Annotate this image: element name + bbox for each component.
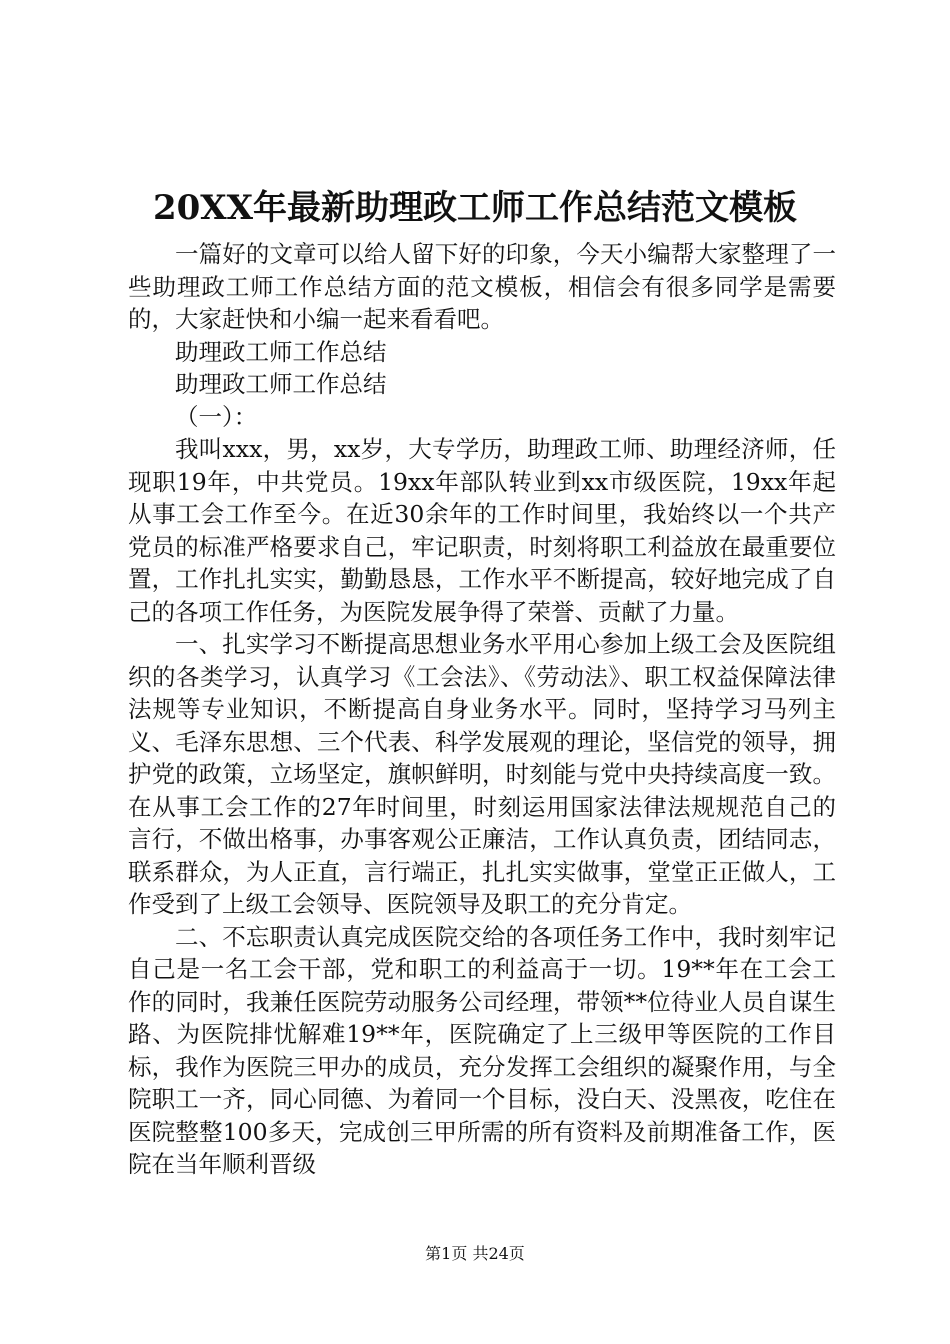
body-paragraph: 我叫xxx，男，xx岁，大专学历，助理政工师、助理经济师，任现职19年，中共党员。19xx年部队转业到xx市级医院，19xx年起从事工会工作至今。在近30余年的工作时间里，我始终以一个共产党员的标准严格要求自己，牢记职责，时刻将职工利益放在最重要位置，工作扎扎实实，勤勤恳恳，工作水平不断提高，较好地完成了自己的各项工作任务，为医院发展争得了荣誉、贡献了力量。 [128, 435, 836, 626]
subheading-paragraph: 助理政工师工作总结 [175, 370, 387, 398]
document-title: 20XX年最新助理政工师工作总结范文模板 [152, 188, 798, 228]
body-paragraph: 二、不忘职责认真完成医院交给的各项任务工作中，我时刻牢记自己是一名工会干部，党和职工的利益高于一切。19**年在工会工作的同时，我兼任医院劳动服务公司经理，带领**位待业人员自谋生路、为医院排忧解难19**年，医院确定了上三级甲等医院的工作目标，我作为医院三甲办的成员，充分发挥工会组织的凝聚作用，与全院职工一齐，同心同德、为着同一个目标，没白天、没黑夜，吃住在医院整整100多天，完成创三甲所需的所有资料及前期准备工作，医院在当年顺利晋级 [128, 922, 836, 1178]
document-body [128, 238, 836, 1181]
subheading-paragraph: 助理政工师工作总结 [175, 337, 387, 366]
intro-paragraph: 一篇好的文章可以给人留下好的印象，今天小编帮大家整理了一些助理政工师工作总结方面的范文模板，相信会有很多同学是需要的，大家赶快和小编一起来看看吧。 [128, 240, 836, 333]
section-marker-paragraph: （一）： [175, 402, 258, 431]
body-paragraph: 一、扎实学习不断提高思想业务水平用心参加上级工会及医院组织的各类学习，认真学习《工会法》、《劳动法》、职工权益保障法律法规等专业知识，不断提高自身业务水平。同时，坚持学习马列主义、毛泽东思想、三个代表、科学发展观的理论，坚信党的领导，拥护党的政策，立场坚定，旗帜鲜明，时刻能与党中央持续高度一致。在从事工会工作的27年时间里，时刻运用国家法律法规规范自己的言行，不做出格事，办事客观公正廉洁，工作认真负责，团结同志，联系群众，为人正直，言行端正，扎扎实实做事，堂堂正正做人，工作受到了上级工会领导、医院领导及职工的充分肯定。 [128, 630, 836, 918]
page-number-footer: 第1页 共24页 [425, 1244, 525, 1263]
